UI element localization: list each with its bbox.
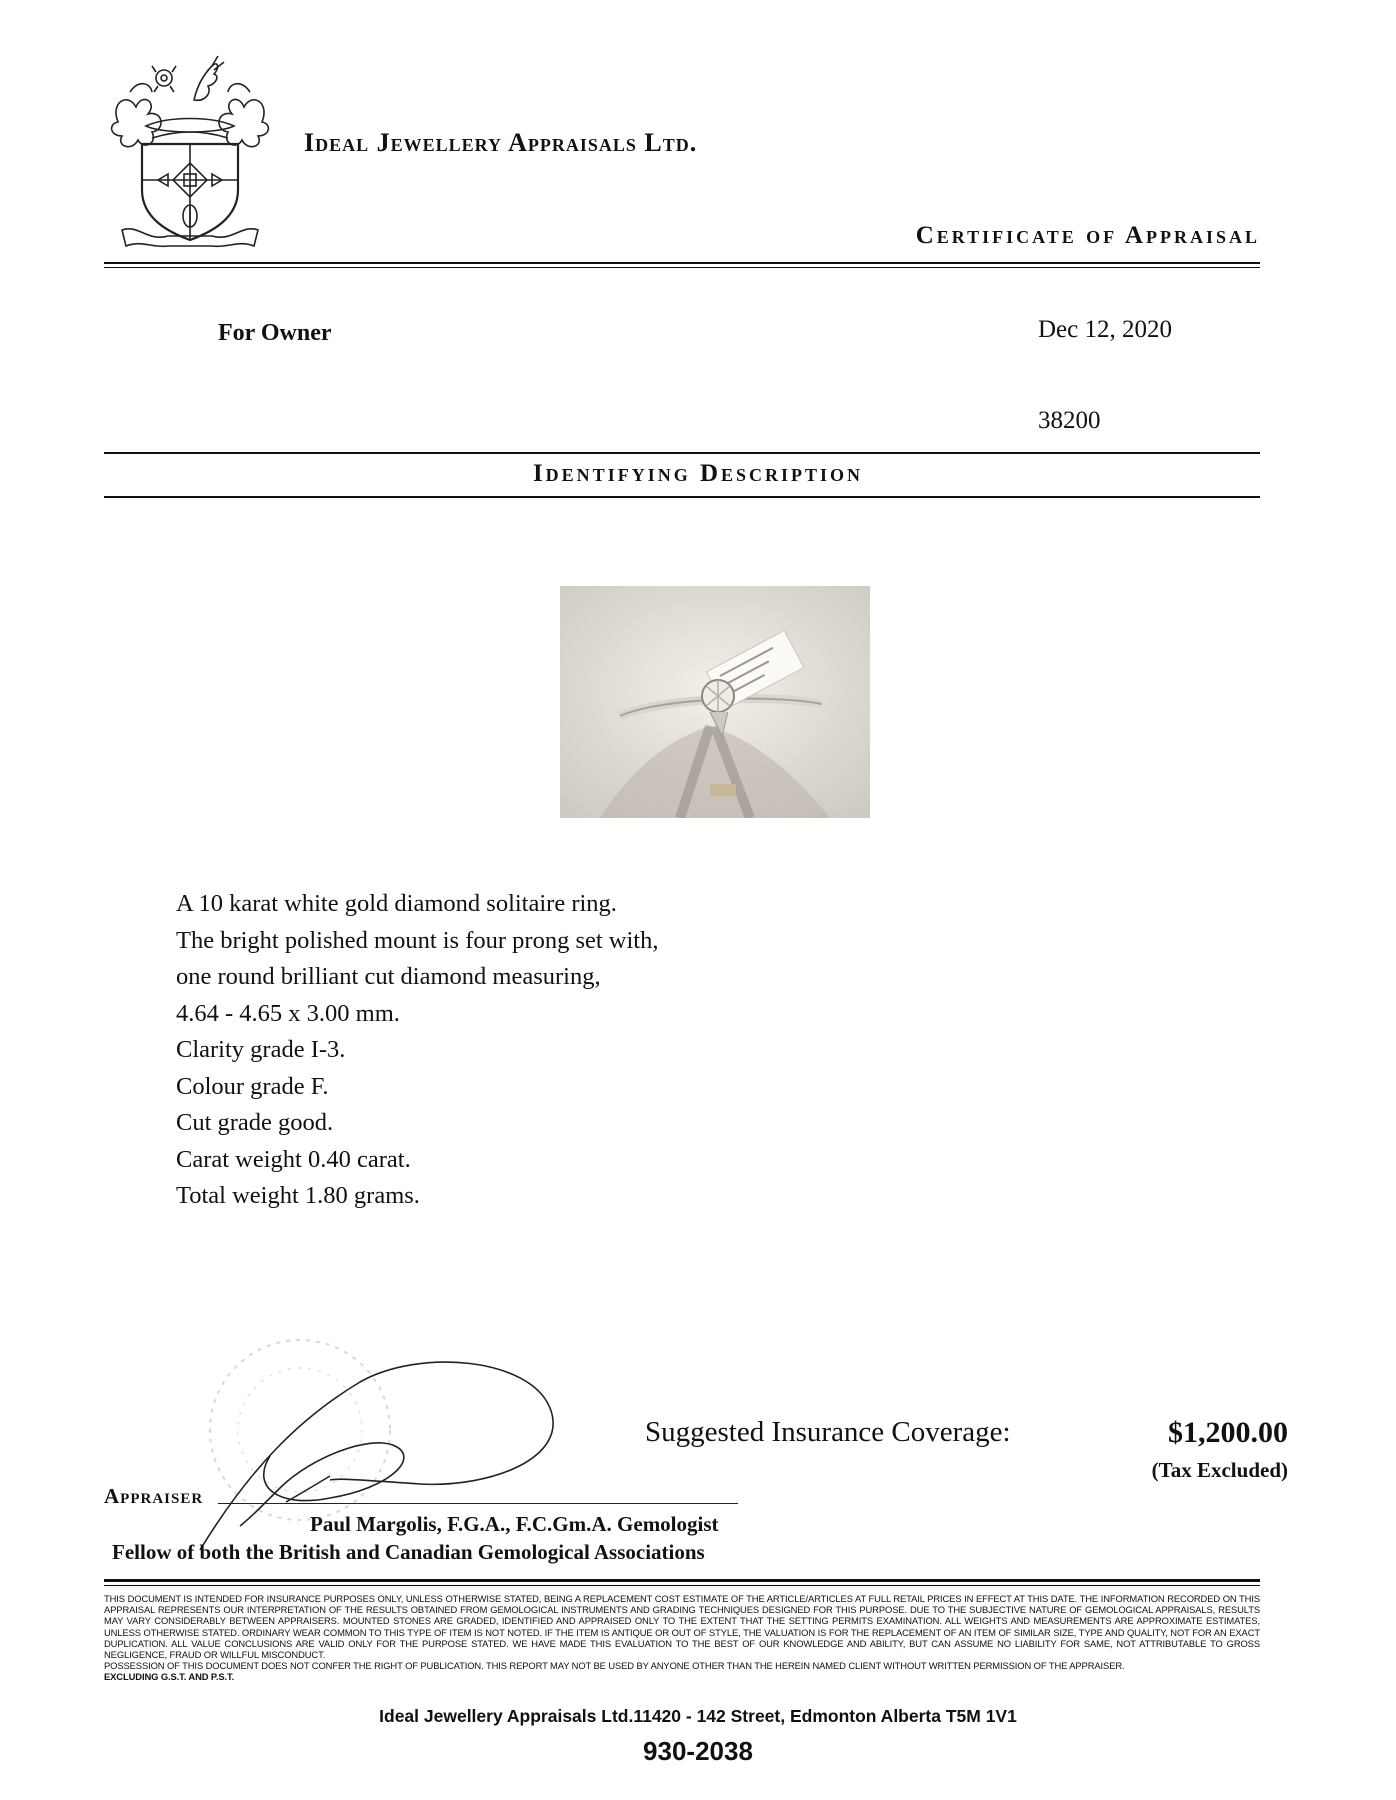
appraiser-label: Appraiser [104,1484,204,1508]
divider [104,1579,1260,1582]
signature-line [218,1503,738,1504]
section-title: Identifying Description [532,460,864,487]
divider [104,262,1260,264]
company-name: Ideal Jewellery Appraisals Ltd. [304,128,698,157]
description-line: Cut grade good. [176,1109,334,1136]
description-line: The bright polished mount is four prong set with, [176,926,659,954]
owner-label: For Owner [218,320,332,346]
divider [104,267,1260,268]
divider [104,1585,1260,1586]
appraiser-name: Paul Margolis, F.G.A., F.C.Gm.A. Gemologist [310,1512,719,1536]
divider [104,496,1260,498]
description-line: Carat weight 0.40 carat. [176,1145,411,1173]
appraisal-date: Dec 12, 2020 [1038,316,1172,343]
description-line: one round brilliant cut diamond measuring, [176,963,601,990]
description-line: A 10 karat white gold diamond solitaire ring. [176,890,617,917]
description-line: Colour grade F. [176,1072,329,1100]
disclaimer-main: THIS DOCUMENT IS INTENDED FOR INSURANCE PURPOSES ONLY, UNLESS OTHERWISE STATED, BEING A REPLACEMENT COST ESTIMATE OF THE ARTICLE/ARTICLES AT FULL RETAIL PRICES IN EFFECT AT THIS DATE. THE INFORMATION RECORDED ON THIS APPRAISAL REPRESENTS OUR INTERPRETATION OF THE RESULTS OBTAINED FROM GEMOLOGICAL INSTRUMENTS AND GRADING TECHNIQUES DESIGNED FOR THIS PURPOSE. DUE TO THE SUBJECTIVE NATURE OF GEMOLOGICAL APPRAISALS, RESULTS MAY VARY CONSIDERABLY BETWEEN APPRAISERS. MOUNTED STONES ARE GRADED, IDENTIFIED AND APPRAISED ONLY TO THE EXTENT THAT THE SETTING PERMITS EXAMINATION. ALL WEIGHTS AND MEASUREMENTS ARE APPROXIMATE ESTIMATES, UNLESS OTHERWISE STATED. ORDINARY WEAR COMMON TO THIS TYPE OF ITEM IS NOT NOTED. IF THE ITEM IS ANTIQUE OR OUT OF STYLE, THE VALUATION IS FOR THE REPLACEMENT OF AN ITEM OF SIMILAR SIZE, TYPE AND QUALITY, NOT FOR AN EXACT DUPLICATION. ALL VALUE CONCLUSIONS ARE VALID ONLY FOR THE PURPOSE STATED. WE HAVE MADE THIS EVALUATION TO THE BEST OF OUR KNOWLEDGE AND ABILITY, BUT CAN ASSUME NO LIABILITY FOR SAME, NOT ATTRIBUTABLE TO GROSS NEGLIGENCE, FRAUD OR WILLFUL MISCONDUCT. [104,1593,1260,1661]
appraiser-credentials: Fellow of both the British and Canadian Gemological Associations [112,1540,705,1564]
insurance-coverage-label: Suggested Insurance Coverage: [645,1416,1011,1448]
footer-address: Ideal Jewellery Appraisals Ltd.11420 - 142 Street, Edmonton Alberta T5M 1V1 [379,1706,1017,1726]
disclaimer-tax: EXCLUDING G.S.T. AND P.S.T. [104,1671,235,1683]
diamond-ring-photo [560,586,870,818]
disclaimer-possession: POSSESSION OF THIS DOCUMENT DOES NOT CONFER THE RIGHT OF PUBLICATION. THIS REPORT MAY NOT BE USED BY ANYONE OTHER THAN THE HEREIN NAMED CLIENT WITHOUT WRITTEN PERMISSION OF THE APPRAISER. [104,1660,1125,1672]
description-line: Clarity grade I-3. [176,1036,346,1063]
insurance-coverage-amount: $1,200.00 [1168,1416,1288,1449]
divider [104,452,1260,454]
legal-disclaimer [104,1593,1260,1683]
coat-of-arms-icon [108,52,272,248]
description-line: Total weight 1.80 grams. [176,1182,420,1209]
document-title: Certificate of Appraisal [915,222,1260,249]
reference-number: 38200 [1038,407,1101,434]
tax-note: (Tax Excluded) [1151,1458,1288,1482]
item-description [176,886,658,1215]
footer-phone: 930-2038 [643,1736,753,1766]
description-line: 4.64 - 4.65 x 3.00 mm. [176,999,400,1027]
